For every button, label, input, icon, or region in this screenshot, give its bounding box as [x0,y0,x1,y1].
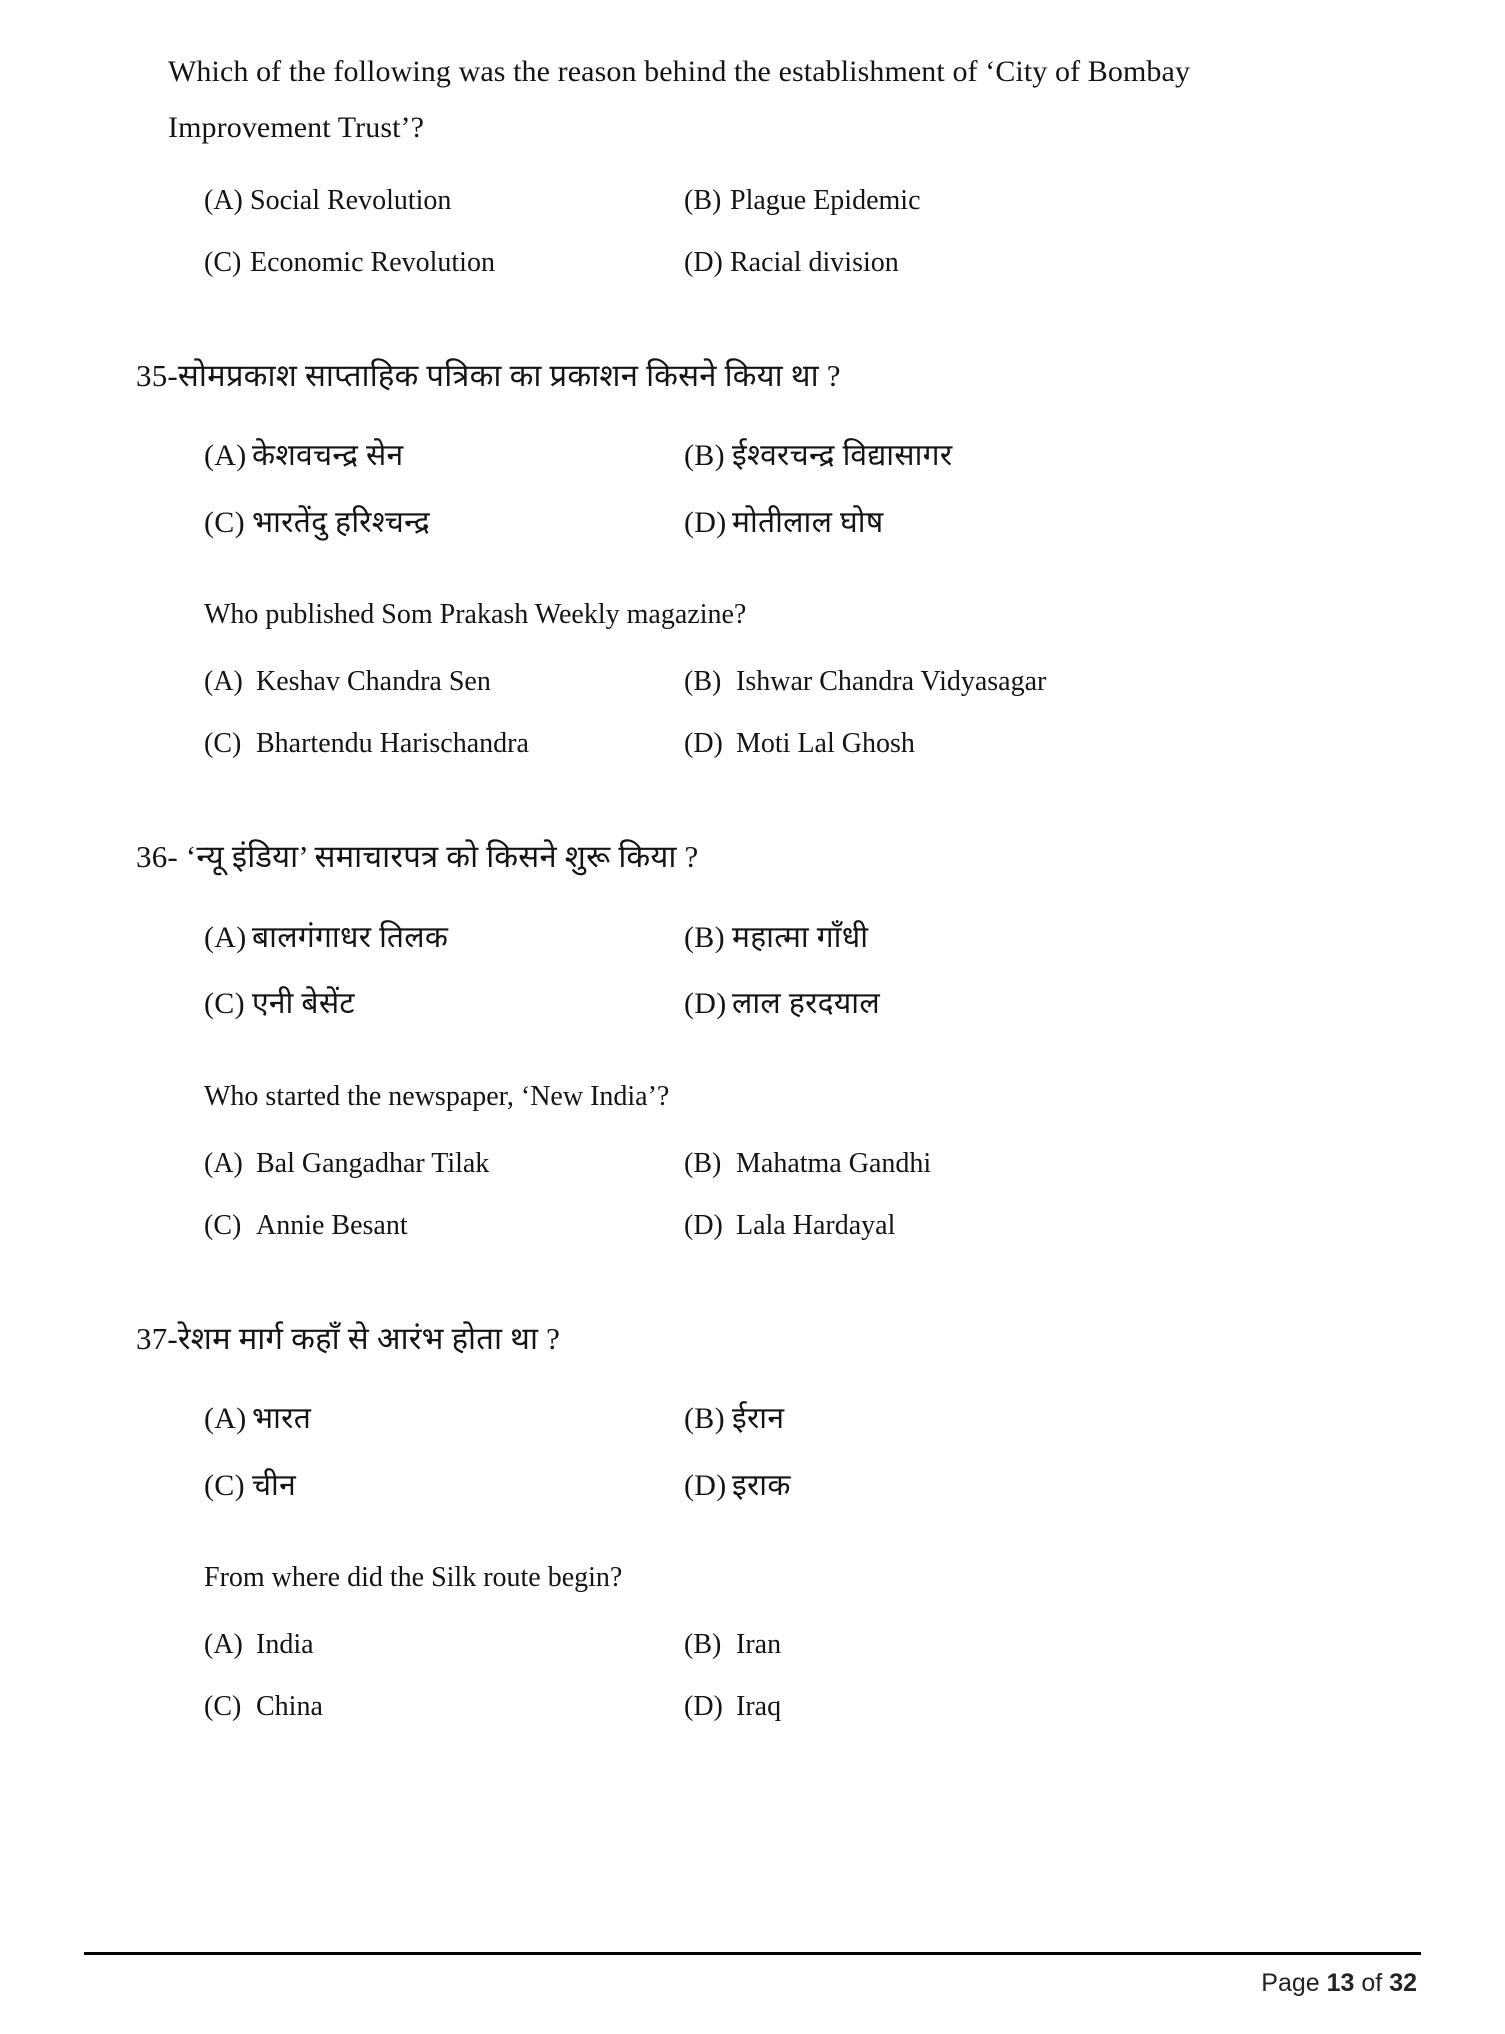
page-number-total: 32 [1389,1969,1417,1997]
question-36-stem-hindi: 36- ‘न्यू इंडिया’ समाचारपत्र को किसने शुरू किया ? [136,839,699,875]
option-d-text: Lala Hardayal [736,1209,896,1241]
question-block-35 [136,351,1328,774]
option-d-label: (D) [684,1690,723,1722]
option-b-text: महात्मा गाँधी [732,920,869,954]
option-c[interactable] [204,1194,684,1256]
option-b-label: (B) [684,1147,722,1179]
option-b[interactable] [684,422,1328,489]
option-a-text: Bal Gangadhar Tilak [256,1147,490,1179]
option-a-label: (A) [204,1628,243,1660]
spacer [168,1363,1328,1385]
page-content [136,44,1328,1737]
option-b-label: (B) [684,184,722,216]
spacer [168,638,1328,650]
option-c-text: Economic Revolution [250,246,495,278]
option-a[interactable] [204,650,684,712]
option-a-text: केशवचन्द्र सेन [252,439,404,473]
question-35-options-hindi [168,422,1328,555]
option-d[interactable] [684,1452,1328,1519]
question-35-options-english [168,650,1328,774]
option-c-text: भारतेंदु हरिश्चन्द्र [252,505,430,539]
option-a-label: (A) [204,1402,247,1436]
option-a-label: (A) [204,1147,243,1179]
option-d[interactable] [684,970,1328,1037]
option-a-text: India [256,1628,314,1660]
option-a[interactable] [204,1613,684,1675]
option-a[interactable] [204,1385,684,1452]
spacer [168,1037,1328,1075]
option-c[interactable] [204,970,684,1037]
option-c[interactable] [204,1452,684,1519]
option-a-text: भारत [252,1402,312,1436]
question-36-stem-english: Who started the newspaper, ‘New India’? [204,1080,670,1112]
option-a-label: (A) [204,920,247,954]
option-b[interactable] [684,904,1328,971]
spacer [168,882,1328,904]
page-number-of: of [1354,1969,1390,1997]
page-footer [84,1952,1421,1998]
option-b-label: (B) [684,920,725,954]
spacer [168,774,1328,832]
spacer [168,1518,1328,1556]
option-a[interactable] [204,422,684,489]
options-english-carryover [168,169,1328,293]
question-37-options-hindi [168,1385,1328,1518]
option-b[interactable] [684,1132,1328,1194]
option-b[interactable] [684,1613,1328,1675]
option-d[interactable] [684,712,1328,774]
option-c-text: China [256,1690,323,1722]
option-b[interactable] [684,169,1328,231]
question-block-36 [136,832,1328,1255]
option-d-label: (D) [684,246,723,278]
option-b-text: Plague Epidemic [730,184,921,216]
page-number-label: Page [1261,1969,1327,1997]
option-d-text: इराक [732,1468,791,1502]
option-b-text: Iran [736,1628,782,1660]
option-c-label: (C) [204,1468,245,1502]
option-d-text: Moti Lal Ghosh [736,728,915,760]
option-d[interactable] [684,1194,1328,1256]
option-b-label: (B) [684,439,725,473]
option-d-label: (D) [684,1468,727,1502]
option-a-text: Keshav Chandra Sen [256,666,491,698]
option-c[interactable] [204,231,684,293]
option-c-text: Bhartendu Harischandra [256,728,529,760]
option-d-label: (D) [684,1209,723,1241]
option-c-label: (C) [204,1209,242,1241]
option-a[interactable] [204,169,684,231]
page-number-current: 13 [1326,1969,1355,1997]
option-b-label: (B) [684,1628,722,1660]
option-d-text: मोतीलाल घोष [732,505,884,539]
question-stem-english-line1: Which of the following was the reason behind the establishment of ‘City of Bombay [168,55,1191,88]
question-37-stem-english: From where did the Silk route begin? [204,1562,623,1594]
option-d-text: Iraq [736,1690,782,1722]
option-a[interactable] [204,1132,684,1194]
spacer [168,1256,1328,1314]
question-block-carryover [168,44,1328,293]
spacer [168,400,1328,422]
option-d[interactable] [684,231,1328,293]
spacer [168,555,1328,593]
option-b-text: Ishwar Chandra Vidyasagar [736,666,1047,698]
question-37-options-english [168,1613,1328,1737]
footer-divider [84,1952,1421,1955]
option-d[interactable] [684,1675,1328,1737]
question-block-37 [136,1314,1328,1737]
option-d[interactable] [684,489,1328,556]
option-c[interactable] [204,712,684,774]
option-c[interactable] [204,1675,684,1737]
question-37-stem-hindi: 37-रेशम मार्ग कहाँ से आरंभ होता था ? [136,1320,561,1356]
option-a-label: (A) [204,184,243,216]
option-b[interactable] [684,1385,1328,1452]
question-36-options-english [168,1132,1328,1256]
option-a-label: (A) [204,666,243,698]
option-a-label: (A) [204,439,247,473]
option-a-text: बालगंगाधर तिलक [252,920,449,954]
option-d-label: (D) [684,728,723,760]
option-d-label: (D) [684,987,727,1021]
option-b-text: ईश्वरचन्द्र विद्यासागर [732,439,953,473]
option-c-text: चीन [252,1468,297,1502]
spacer [168,157,1328,169]
question-35-stem-hindi: 35-सोमप्रकाश साप्ताहिक पत्रिका का प्रकाशन किसने किया था ? [136,357,841,393]
spacer [168,293,1328,351]
option-d-text: लाल हरदयाल [732,987,880,1021]
option-c-label: (C) [204,728,242,760]
option-b-text: Mahatma Gandhi [736,1147,932,1179]
option-b[interactable] [684,650,1328,712]
option-b-text: ईरान [732,1402,785,1436]
option-c[interactable] [204,489,684,556]
question-36-options-hindi [168,904,1328,1037]
spacer [168,1601,1328,1613]
question-35-stem-english: Who published Som Prakash Weekly magazine? [204,599,747,631]
option-b-label: (B) [684,666,722,698]
option-d-text: Racial division [730,246,899,278]
option-c-label: (C) [204,1690,242,1722]
option-c-text: Annie Besant [256,1209,408,1241]
page-number [84,1969,1421,1998]
option-d-label: (D) [684,505,727,539]
option-c-label: (C) [204,987,245,1021]
option-c-label: (C) [204,505,245,539]
option-b-label: (B) [684,1402,725,1436]
option-c-label: (C) [204,246,242,278]
option-a[interactable] [204,904,684,971]
option-a-text: Social Revolution [250,184,452,216]
question-stem-english-line2: Improvement Trust’? [168,111,425,145]
spacer [168,1120,1328,1132]
option-c-text: एनी बेसेंट [252,987,355,1021]
